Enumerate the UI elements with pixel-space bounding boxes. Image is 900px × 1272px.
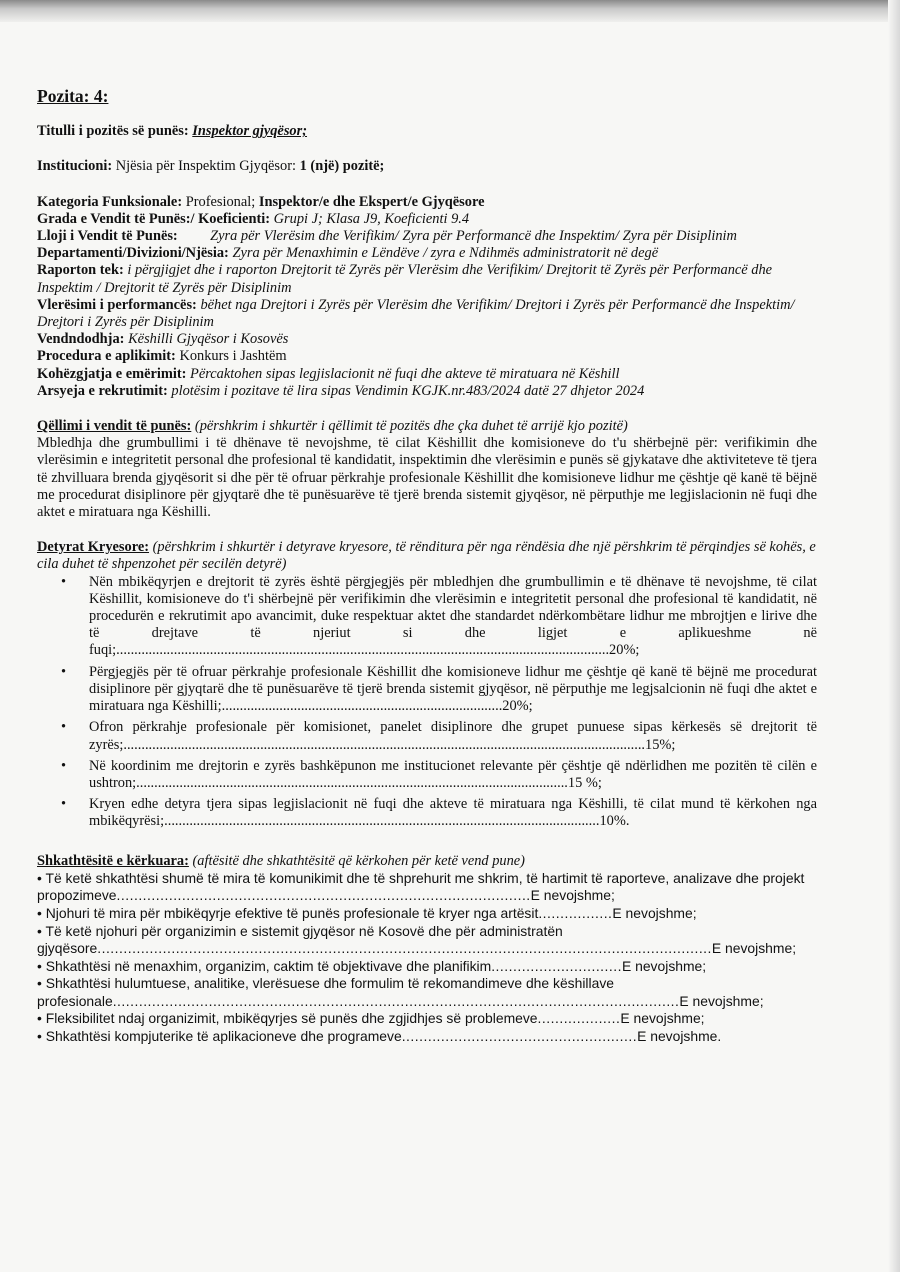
reason-value: plotësim i pozitave të lira sipas Vendimin KGJK.nr.483/2024 datë 27 dhjetor 2024 [171, 382, 645, 399]
duty-item: • Kryen edhe detyra tjera sipas legjislacionit në fuqi dhe akteve të miratuara nga Këshilli, të cilat mund të kërkohen nga mbikëqyrësi;.........................................................................................................................10%. [89, 796, 817, 830]
job-title-label: Titulli i pozitës së punës: [37, 123, 189, 140]
duties-hint: (përshkrim i shkurtër i detyrave kryesore, të rënditura për nga rëndësia dhe një përshkrim të përqindjes së kohës, e cila duhet të shpenzohet për secilën detyrë) [37, 539, 816, 573]
duty-item: • Përgjegjës për të ofruar përkrahje profesionale Këshillit dhe komisioneve lidhur me çështje që kanë të bëjnë me procedurat disiplinore për gjyqtarë dhe të punësuarëve të tjerë brenda sistemit gjyqësor, në përputhje me legjsalcionin në fuqi dhe aktet e miratuara nga Këshilli;..............................................................................20%; [89, 664, 817, 716]
department-value: Zyra për Menaxhimin e Lëndëve / zyra e Ndihmës administratorit në degë [232, 245, 659, 262]
duration-row [37, 366, 817, 383]
grade-label: Grada e Vendit të Punës:/ Koeficienti: [37, 210, 271, 227]
skills-list [37, 870, 817, 1046]
location-label: Vendndodhja: [37, 331, 125, 348]
institution-value: Njësia për Inspektim Gjyqësor: [115, 158, 297, 175]
document-page [37, 88, 817, 1046]
duties-list [37, 574, 817, 831]
grade-value: Grupi J; Klasa J9, Koeficienti 9.4 [273, 210, 470, 227]
reports-row [37, 262, 817, 296]
procedure-value: Konkurs i Jashtëm [179, 348, 287, 365]
institution-label: Institucioni: [37, 158, 113, 175]
evaluation-value: bëhet nga Drejtori i Zyrës për Vlerësim dhe Verifikim/ Drejtori i Zyrës për Performancë dhe Inspektim/ Drejtori i Zyrës për Disiplinim [37, 296, 795, 331]
skill-item: • Shkathtësi kompjuterike të aplikacioneve dhe programeve......................................................E nevojshme. [37, 1028, 722, 1045]
skill-item: • Të ketë njohuri për organizimin e sistemit gjyqësor në Kosovë dhe për administratën gjyqësore.............................................................................................................................................E nevojshme; [37, 922, 797, 957]
reason-label: Arsyeja e rekrutimit: [37, 382, 168, 399]
skills-label: Shkathtësitë e kërkuara: [37, 852, 189, 869]
skills-heading [37, 853, 817, 870]
purpose-heading [37, 418, 817, 435]
duration-label: Kohëzgjatja e emërimit: [37, 365, 187, 382]
category-value: Profesional; [185, 193, 256, 210]
duty-item: • Në koordinim me drejtorin e zyrës bashkëpunon me institucionet relevante për çështje që ndërlidhen me pozitën të cilën e ushtron;........................................................................................................................15 %; [89, 758, 817, 792]
procedure-label: Procedura e aplikimit: [37, 348, 176, 365]
skill-item: • Njohuri të mira për mbikëqyrje efektive të punës profesionale të kryer nga artësit.................E nevojshme; [37, 904, 697, 921]
type-label: Lloji i Vendit të Punës: [37, 228, 178, 245]
department-label: Departamenti/Divizioni/Njësia: [37, 245, 229, 262]
reports-value: i përgjigjet dhe i raporton Drejtorit të Zyrës për Vlerësim dhe Verifikim/ Drejtorit të Zyrës për Performancë dhe Inspektim / Drejtorit të Zyrës për Disiplinim [37, 262, 773, 296]
location-value: Këshilli Gjyqësor i Kosovës [128, 331, 289, 348]
scan-edge-top [0, 0, 900, 22]
duty-item: • Ofron përkrahje profesionale për komisionet, panelet disiplinore dhe grupet punuese sipas kërkesës së drejtorit të zyrës;.................................................................................................................................................15%; [89, 719, 817, 753]
category-detail: Inspektor/e dhe Ekspert/e Gjyqësore [258, 193, 485, 210]
position-heading: Pozita: 4: [37, 86, 109, 106]
evaluation-label: Vlerësimi i performancës: [37, 296, 197, 313]
skill-item: • Shkathtësi në menaxhim, organizim, caktim të objektivave dhe planifikim..............................E nevojshme; [37, 957, 707, 974]
duty-item: • Nën mbikëqyrjen e drejtorit të zyrës është përgjegjës për mbledhjen dhe grumbullimin e të dhënave të nevojshme, të cilat Këshillit, komisioneve do t'i shërbejnë për verifikimin dhe vlerësimin e integritetit personal dhe profesional të kandidatit, në procedurën e rekrutimit apo avancimit, duke respektuar aktet dhe standardet ndërkombëtare lidhur me mbrojtjen e lirive dhe të drejtave të njeriut si dhe ligjet e aplikueshme në fuqi;.........................................................................................................................................20%; [89, 574, 817, 660]
procedure-row [37, 348, 817, 365]
scan-edge-right [888, 0, 900, 1272]
reason-row [37, 383, 817, 400]
category-label: Kategoria Funksionale: [37, 193, 183, 210]
duties-heading [37, 539, 817, 573]
skills-hint: (aftësitë dhe shkathtësitë që kërkohen për ketë vend pune) [192, 852, 525, 869]
duties-label: Detyrat Kryesore: [37, 539, 150, 556]
purpose-label: Qëllimi i vendit të punës: [37, 418, 192, 435]
skill-item: • Fleksibilitet ndaj organizimit, mbikëqyrjes së punës dhe zgjidhjes së problemeve...................E nevojshme; [37, 1010, 705, 1027]
grade-row [37, 211, 817, 228]
duration-value: Përcaktohen sipas legjislacionit në fuqi dhe akteve të miratuara në Këshill [190, 365, 620, 382]
institution-row [37, 158, 817, 175]
institution-count: 1 (një) pozitë; [299, 158, 385, 175]
skill-item: • Shkathtësi hulumtuese, analitike, vlerësuese dhe formulim të rekomandimeve dhe këshillave profesionale..................................................................................................................................E nevojshme; [37, 975, 764, 1009]
type-value: Zyra për Vlerësim dhe Verifikim/ Zyra për Performancë dhe Inspektim/ Zyra për Disiplinim [210, 228, 737, 245]
job-title-row [37, 123, 817, 140]
category-row [37, 194, 817, 211]
purpose-hint: (përshkrim i shkurtër i qëllimit të pozitës dhe çka duhet të arrijë kjo pozitë) [194, 418, 628, 435]
job-title-value: Inspektor gjyqësor; [192, 123, 308, 140]
skill-item: • Të ketë shkathtësi shumë të mira të komunikimit dhe të shprehurit me shkrim, të hartimit të raporteve, analizave dhe projekt propozimeve...............................................................................................E nevojshme; [37, 869, 805, 904]
department-row [37, 245, 817, 262]
evaluation-row [37, 297, 817, 331]
reports-label: Raporton tek: [37, 262, 124, 279]
type-row [37, 228, 817, 245]
purpose-text: Mbledhja dhe grumbullimi i të dhënave të nevojshme, të cilat Këshillit dhe komisioneve do t'u shërbejnë për: verifikimin dhe vlerësimin e integritetit personal dhe profesional të kandidatit, inspektimin dhe vlerësimin e punës së gjykatave dhe aktiviteteve të tjera të zhvilluara brenda gjyqësorit si dhe për të ofruar përkrahje profesionale Këshillit dhe komisioneve lidhur me çështje që kanë të bëjnë me procedurat disiplinore për gjyqtarë dhe të punësuarëve të tjerë brenda sistemit gjyqësor, në përputhje me legjislacionin në fuqi dhe aktet e miratuara nga Këshilli. [37, 435, 817, 521]
location-row [37, 331, 817, 348]
